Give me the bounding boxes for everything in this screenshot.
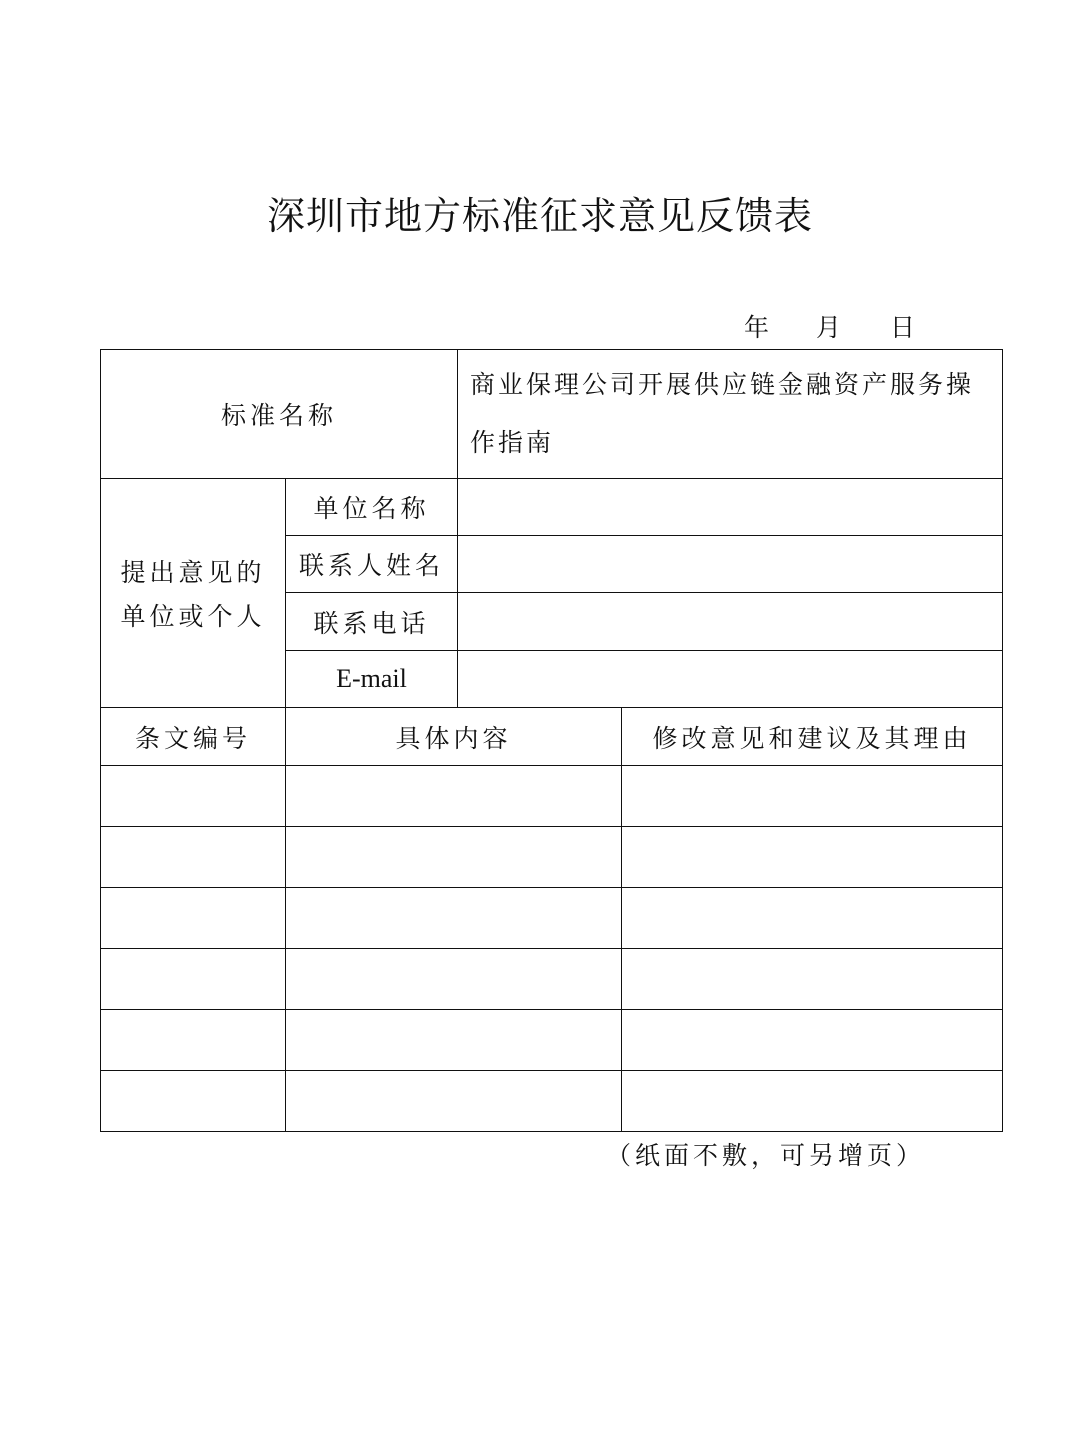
submitter-label-line2: 单位或个人 xyxy=(120,602,266,631)
content-cell[interactable] xyxy=(286,827,622,888)
suggestion-header: 修改意见和建议及其理由 xyxy=(622,708,1003,766)
email-label: E-mail xyxy=(286,651,458,708)
comments-header-row xyxy=(101,708,1003,766)
contact-name-field[interactable] xyxy=(458,536,1003,593)
suggestion-cell[interactable] xyxy=(622,1010,1003,1071)
contact-name-label: 联系人姓名 xyxy=(286,536,458,593)
comment-row xyxy=(101,888,1003,949)
submitter-label xyxy=(101,479,286,708)
date-day-label: 日 xyxy=(890,313,916,342)
feedback-table xyxy=(100,349,1003,1132)
suggestion-cell[interactable] xyxy=(622,888,1003,949)
comment-row xyxy=(101,949,1003,1010)
content-cell[interactable] xyxy=(286,1010,622,1071)
phone-label: 联系电话 xyxy=(286,593,458,651)
submitter-label-line1: 提出意见的 xyxy=(120,558,266,587)
standard-name-line1: 商业保理公司开展供应链金融资产服务操 xyxy=(470,370,975,399)
suggestion-cell[interactable] xyxy=(622,1071,1003,1132)
content-cell[interactable] xyxy=(286,1071,622,1132)
clause-number-cell[interactable] xyxy=(101,1010,286,1071)
clause-number-cell[interactable] xyxy=(101,888,286,949)
submitter-row-unit xyxy=(101,479,1003,536)
comment-row xyxy=(101,1010,1003,1071)
suggestion-cell[interactable] xyxy=(622,766,1003,827)
suggestion-cell[interactable] xyxy=(622,949,1003,1010)
date-month-label: 月 xyxy=(816,313,842,342)
clause-number-cell[interactable] xyxy=(101,827,286,888)
unit-name-field[interactable] xyxy=(458,479,1003,536)
content-cell[interactable] xyxy=(286,888,622,949)
content-cell[interactable] xyxy=(286,949,622,1010)
clause-number-cell[interactable] xyxy=(101,1071,286,1132)
standard-name-line2: 作指南 xyxy=(470,428,555,457)
unit-name-label: 单位名称 xyxy=(286,479,458,536)
standard-name-row xyxy=(101,350,1003,479)
comment-row xyxy=(101,766,1003,827)
form-title: 深圳市地方标准征求意见反馈表 xyxy=(266,194,813,238)
clause-number-cell[interactable] xyxy=(101,949,286,1010)
standard-name-value xyxy=(458,350,1003,479)
comment-row xyxy=(101,1071,1003,1132)
clause-number-cell[interactable] xyxy=(101,766,286,827)
content-header: 具体内容 xyxy=(286,708,622,766)
suggestion-cell[interactable] xyxy=(622,827,1003,888)
phone-field[interactable] xyxy=(458,593,1003,651)
email-field[interactable] xyxy=(458,651,1003,708)
content-cell[interactable] xyxy=(286,766,622,827)
clause-number-header: 条文编号 xyxy=(101,708,286,766)
footer-note: （纸面不敷，可另增页） xyxy=(606,1141,926,1170)
standard-name-label: 标准名称 xyxy=(101,350,458,479)
date-year-label: 年 xyxy=(744,313,770,342)
comment-row xyxy=(101,827,1003,888)
